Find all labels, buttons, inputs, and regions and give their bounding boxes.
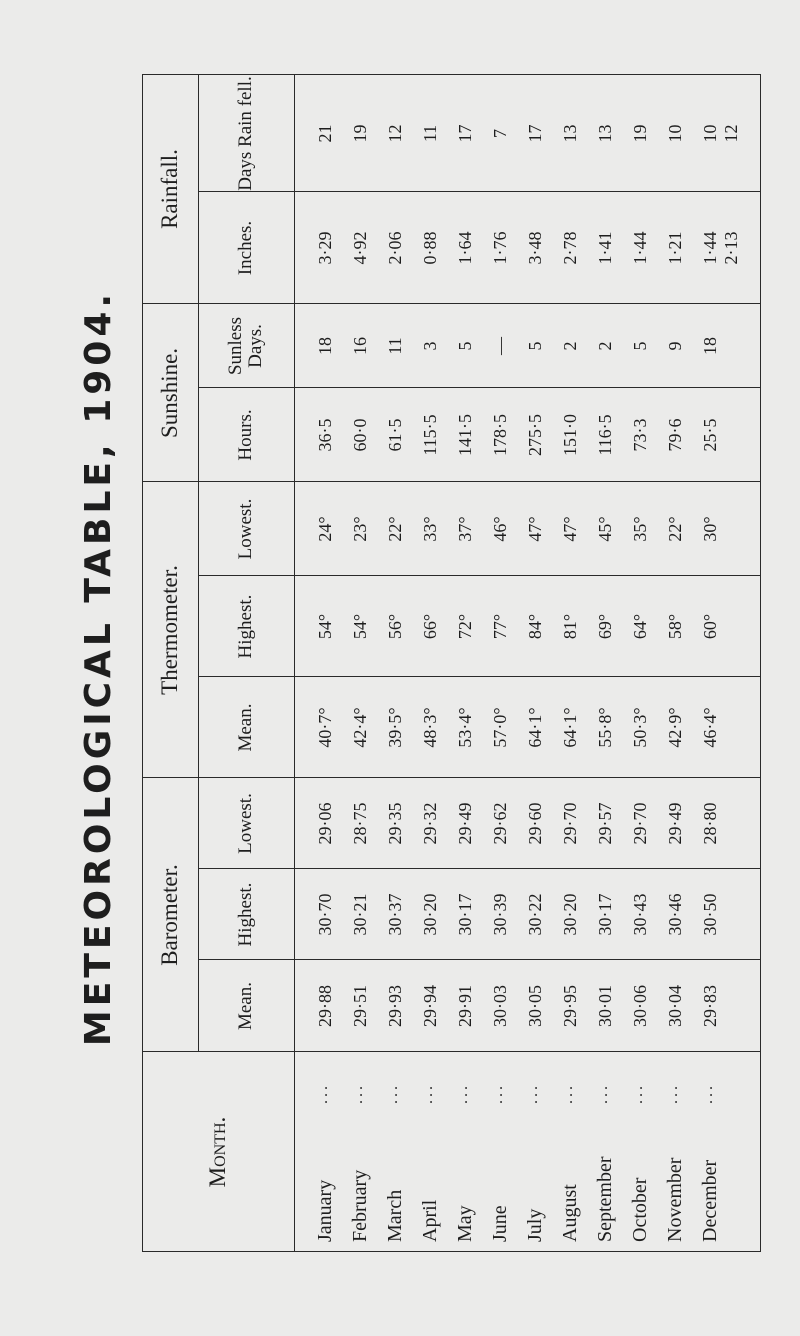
baro-lowest-cell: 29·35 — [385, 802, 405, 845]
sun-hours-cell: 79·6 — [665, 418, 685, 452]
therm-lowest-cell: 37° — [455, 516, 475, 542]
rain-days-cell: 19 — [630, 124, 650, 143]
baro-highest-cell: 30·17 — [455, 893, 475, 936]
baro-highest-cell: 30·37 — [385, 893, 405, 936]
baro-lowest-cell: 29·49 — [455, 802, 475, 845]
baro-mean-cell: 30·01 — [595, 985, 615, 1027]
sunless-days-cell: — — [490, 337, 510, 355]
therm-lowest-cell: 47° — [525, 516, 545, 542]
baro-highest-cell: 30·22 — [525, 893, 545, 936]
rain-inches-cell: 4·92 — [350, 231, 370, 265]
therm-mean-header: Mean. — [235, 703, 256, 752]
therm-lowest-cell: 22° — [665, 516, 685, 542]
extra-rain-inches: 2·13 — [720, 231, 741, 265]
sunshine-header: Sunshine. — [157, 347, 182, 439]
rain-inches-cell: 0·88 — [420, 231, 440, 265]
therm-lowest-cell: 35° — [630, 516, 650, 542]
baro-mean-cell: 29·91 — [455, 985, 475, 1027]
therm-lowest-cell: 22° — [385, 516, 405, 542]
therm-mean-cell: 40·7° — [315, 707, 335, 748]
sunless-days-cell: 18 — [700, 337, 720, 355]
month-cell: July — [524, 1208, 546, 1242]
column-header-rule — [294, 74, 295, 1252]
sun-hours-cell: 60·0 — [350, 418, 370, 452]
rain-inches-cell: 1·21 — [665, 231, 685, 265]
therm-highest-cell: 64° — [630, 613, 650, 640]
rain-days-cell: 13 — [595, 124, 615, 143]
rain-inches-cell: 3·29 — [315, 231, 335, 265]
baro-mean-cell: 29·51 — [350, 985, 370, 1027]
therm-mean-cell: 64·1° — [525, 707, 545, 748]
sun-hours-cell: 73·3 — [630, 418, 650, 452]
baro-lowest-cell: 29·32 — [420, 802, 440, 845]
sun-hours-cell: 36·5 — [315, 418, 335, 452]
therm-lowest-cell: 47° — [560, 516, 580, 542]
baro-mean-cell: 29·88 — [315, 985, 335, 1027]
sunless-days-cell: 9 — [665, 341, 685, 351]
sun-hours-cell: 178·5 — [490, 414, 510, 456]
page-title: METEOROLOGICAL TABLE, 1904. — [78, 289, 119, 1047]
therm-highest-cell: 84° — [525, 613, 545, 640]
baro-lowest-cell: 29·57 — [595, 802, 615, 845]
rain-days-cell: 19 — [350, 124, 370, 143]
sun-hours-cell: 141·5 — [455, 414, 475, 456]
baro-lowest-header: Lowest. — [235, 793, 256, 854]
month-cell: October — [629, 1177, 651, 1242]
sunless-days-cell: 16 — [350, 337, 370, 355]
therm-lowest-cell: 45° — [595, 516, 615, 542]
month-cell: January — [314, 1179, 336, 1242]
therm-highest-cell: 54° — [350, 613, 370, 640]
baro-mean-cell: 30·03 — [490, 985, 510, 1027]
baro-highest-cell: 30·50 — [700, 893, 720, 936]
baro-highest-cell: 30·39 — [490, 893, 510, 936]
rain-days-cell: 17 — [455, 124, 475, 143]
rain-days-cell: 7 — [490, 129, 510, 138]
sunless-days-header: Sunless Days. — [225, 316, 266, 376]
sun-hours-cell: 275·5 — [525, 414, 545, 456]
leader-dots: ... — [419, 1083, 436, 1104]
leader-dots: ... — [559, 1083, 576, 1104]
baro-highest-cell: 30·43 — [630, 893, 650, 936]
leader-dots: ... — [384, 1083, 401, 1104]
month-cell: May — [454, 1205, 476, 1242]
baro-mean-header: Mean. — [235, 982, 256, 1031]
therm-mean-cell: 57·0° — [490, 707, 510, 748]
rain-days-cell: 17 — [525, 124, 545, 143]
baro-highest-cell: 30·46 — [665, 893, 685, 936]
month-cell: November — [664, 1157, 686, 1242]
thermometer-header: Thermometer. — [157, 565, 182, 695]
therm-lowest-cell: 24° — [315, 516, 335, 542]
month-cell: September — [594, 1156, 616, 1242]
therm-mean-cell: 42·4° — [350, 707, 370, 748]
month-cell: December — [699, 1159, 721, 1242]
therm-lowest-header: Lowest. — [235, 498, 256, 560]
sunless-days-cell: 11 — [385, 337, 405, 355]
rain-inches-cell: 3·48 — [525, 231, 545, 265]
rain-days-cell: 21 — [315, 124, 335, 143]
leader-dots: ... — [594, 1083, 611, 1104]
sunless-days-cell: 3 — [420, 341, 440, 351]
rain-days-cell: 10 — [700, 124, 720, 143]
month-cell: June — [489, 1205, 511, 1242]
rain-inches-cell: 1·44 — [630, 231, 650, 265]
leader-dots: ... — [664, 1083, 681, 1104]
therm-mean-cell: 50·3° — [630, 707, 650, 748]
sun-hours-cell: 61·5 — [385, 418, 405, 452]
therm-lowest-cell: 33° — [420, 516, 440, 542]
leader-dots: ... — [349, 1083, 366, 1104]
month-cell: March — [384, 1189, 406, 1242]
therm-highest-cell: 58° — [665, 613, 685, 640]
therm-highest-cell: 69° — [595, 613, 615, 640]
baro-lowest-cell: 28·75 — [350, 802, 370, 845]
therm-mean-cell: 48·3° — [420, 707, 440, 748]
month-cell: February — [349, 1169, 371, 1242]
baro-highest-cell: 30·20 — [560, 893, 580, 936]
sunless-days-cell: 5 — [525, 341, 545, 351]
baro-lowest-cell: 29·49 — [665, 802, 685, 845]
meteorological-table — [142, 74, 762, 1252]
month-cell: August — [559, 1184, 581, 1242]
baro-highest-header: Highest. — [235, 882, 256, 947]
baro-mean-cell: 30·06 — [630, 985, 650, 1027]
therm-mean-cell: 53·4° — [455, 707, 475, 748]
therm-mean-cell: 39·5° — [385, 707, 405, 748]
therm-mean-cell: 64·1° — [560, 707, 580, 748]
sun-hours-cell: 25·5 — [700, 418, 720, 452]
sun-hours-cell: 116·5 — [595, 414, 615, 456]
therm-mean-cell: 46·4° — [700, 707, 720, 748]
rain-inches-cell: 1·64 — [455, 231, 475, 265]
baro-mean-cell: 29·83 — [700, 985, 720, 1027]
therm-highest-cell: 54° — [315, 613, 335, 640]
therm-highest-cell: 77° — [490, 613, 510, 640]
sun-hours-cell: 115·5 — [420, 414, 440, 456]
therm-highest-header: Highest. — [235, 594, 256, 659]
baro-lowest-cell: 29·06 — [315, 802, 335, 845]
baro-lowest-cell: 28·80 — [700, 802, 720, 845]
sun-hours-header: Hours. — [235, 409, 256, 461]
rain-inches-cell: 2·78 — [560, 231, 580, 265]
sunless-days-cell: 18 — [315, 337, 335, 355]
leader-dots: ... — [489, 1083, 506, 1104]
sunless-days-cell: 2 — [560, 341, 580, 351]
rain-days-cell: 11 — [420, 124, 440, 143]
leader-dots: ... — [629, 1083, 646, 1104]
sunless-days-cell: 5 — [455, 341, 475, 351]
rain-inches-cell: 1·44 — [700, 231, 720, 265]
therm-highest-cell: 56° — [385, 613, 405, 640]
baro-mean-cell: 30·04 — [665, 985, 685, 1027]
table-bottom-rule — [760, 74, 761, 1252]
baro-mean-cell: 29·95 — [560, 985, 580, 1027]
therm-mean-cell: 42·9° — [665, 707, 685, 748]
baro-lowest-cell: 29·70 — [560, 802, 580, 845]
therm-mean-cell: 55·8° — [595, 707, 615, 748]
rain-inches-cell: 2·06 — [385, 231, 405, 265]
therm-lowest-cell: 30° — [700, 516, 720, 542]
therm-lowest-cell: 23° — [350, 516, 370, 542]
leader-dots: ... — [314, 1083, 331, 1104]
baro-highest-cell: 30·20 — [420, 893, 440, 936]
sunless-days-cell: 2 — [595, 341, 615, 351]
baro-highest-cell: 30·70 — [315, 893, 335, 936]
baro-mean-cell: 29·93 — [385, 985, 405, 1027]
baro-highest-cell: 30·21 — [350, 893, 370, 936]
therm-highest-cell: 81° — [560, 613, 580, 640]
baro-mean-cell: 29·94 — [420, 985, 440, 1027]
therm-highest-cell: 66° — [420, 613, 440, 640]
sun-hours-cell: 151·0 — [560, 414, 580, 456]
leader-dots: ... — [454, 1083, 471, 1104]
rain-inches-header: Inches. — [235, 220, 256, 276]
month-header: Month. — [205, 1116, 230, 1188]
extra-rain-days: 12 — [720, 124, 741, 143]
baro-lowest-cell: 29·60 — [525, 802, 545, 845]
rain-inches-cell: 1·41 — [595, 231, 615, 265]
leader-dots: ... — [524, 1083, 541, 1104]
baro-lowest-cell: 29·70 — [630, 802, 650, 845]
rain-days-cell: 12 — [385, 124, 405, 143]
rain-inches-cell: 1·76 — [490, 231, 510, 265]
rain-days-cell: 10 — [665, 124, 685, 143]
therm-lowest-cell: 46° — [490, 516, 510, 542]
sunless-days-cell: 5 — [630, 341, 650, 351]
therm-highest-cell: 72° — [455, 613, 475, 640]
rain-days-cell: 13 — [560, 124, 580, 143]
barometer-header: Barometer. — [157, 864, 182, 966]
leader-dots: ... — [699, 1083, 716, 1104]
baro-highest-cell: 30·17 — [595, 893, 615, 936]
baro-mean-cell: 30·05 — [525, 985, 545, 1027]
month-cell: April — [419, 1199, 441, 1242]
therm-highest-cell: 60° — [700, 613, 720, 640]
baro-lowest-cell: 29·62 — [490, 802, 510, 845]
rain-days-header: Days Rain fell. — [235, 76, 256, 191]
rainfall-header: Rainfall. — [157, 149, 182, 229]
